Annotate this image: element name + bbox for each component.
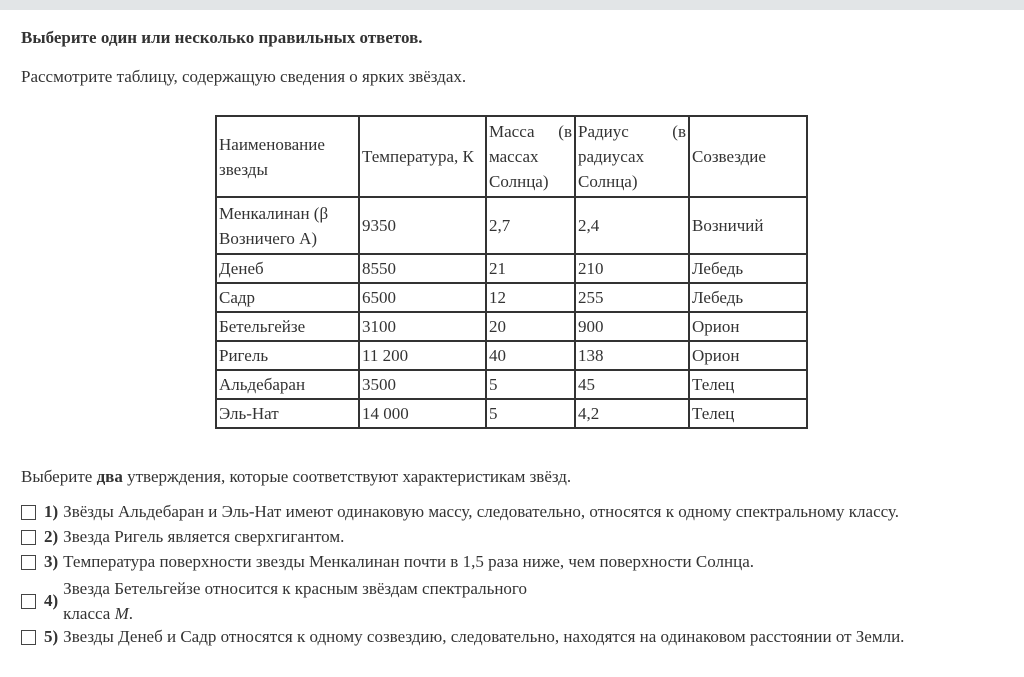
table-row <box>216 254 807 283</box>
option-4-class-letter: M <box>114 604 129 623</box>
answer-option-5[interactable] <box>21 627 904 647</box>
option-3-checkbox[interactable] <box>21 555 36 570</box>
cell-radius: 255 <box>575 283 689 312</box>
cell-mass: 12 <box>486 283 575 312</box>
option-2-text: Звезда Ригель является сверхгигантом. <box>63 527 345 546</box>
cell-constellation: Возничий <box>689 197 807 254</box>
header-temperature: Температура, К <box>359 116 486 197</box>
cell-mass: 5 <box>486 370 575 399</box>
answer-option-4[interactable] <box>21 576 527 626</box>
cell-temperature: 9350 <box>359 197 486 254</box>
cell-temperature: 6500 <box>359 283 486 312</box>
cell-radius: 138 <box>575 341 689 370</box>
option-1-number: 1) <box>44 502 59 521</box>
table-row <box>216 312 807 341</box>
option-4-text-line2: класса <box>63 604 115 623</box>
table-row <box>216 341 807 370</box>
stars-table <box>215 115 808 429</box>
cell-mass: 2,7 <box>486 197 575 254</box>
cell-radius: 2,4 <box>575 197 689 254</box>
cell-constellation: Лебедь <box>689 283 807 312</box>
answer-option-3[interactable] <box>21 552 754 572</box>
cell-constellation: Орион <box>689 312 807 341</box>
table-row <box>216 283 807 312</box>
task-text <box>21 467 571 487</box>
cell-temperature: 14 000 <box>359 399 486 428</box>
cell-radius: 45 <box>575 370 689 399</box>
cell-temperature: 3100 <box>359 312 486 341</box>
option-4-checkbox[interactable] <box>21 594 36 609</box>
option-2-number: 2) <box>44 527 59 546</box>
task-text-before: Выберите <box>21 467 97 486</box>
cell-constellation: Орион <box>689 341 807 370</box>
cell-mass: 21 <box>486 254 575 283</box>
option-5-checkbox[interactable] <box>21 630 36 645</box>
table-row <box>216 197 807 254</box>
cell-radius: 210 <box>575 254 689 283</box>
option-4-number: 4) <box>44 591 59 610</box>
cell-constellation: Телец <box>689 399 807 428</box>
cell-constellation: Телец <box>689 370 807 399</box>
answer-option-1[interactable] <box>21 502 899 522</box>
cell-name: Садр <box>216 283 359 312</box>
option-2-checkbox[interactable] <box>21 530 36 545</box>
cell-name: Менкалинан (β Возничего А) <box>216 197 359 254</box>
cell-name: Эль-Нат <box>216 399 359 428</box>
option-1-checkbox[interactable] <box>21 505 36 520</box>
header-mass: Масса (в массах Солнца) <box>486 116 575 197</box>
cell-name: Бетельгейзе <box>216 312 359 341</box>
cell-temperature: 8550 <box>359 254 486 283</box>
cell-mass: 5 <box>486 399 575 428</box>
header-constellation: Созвездие <box>689 116 807 197</box>
cell-name: Альдебаран <box>216 370 359 399</box>
option-4-text-end: . <box>128 604 133 623</box>
intro-text: Рассмотрите таблицу, содержащую сведения о ярких звёздах. <box>21 67 467 86</box>
cell-radius: 4,2 <box>575 399 689 428</box>
cell-temperature: 11 200 <box>359 341 486 370</box>
cell-mass: 40 <box>486 341 575 370</box>
cell-name: Ригель <box>216 341 359 370</box>
cell-name: Денеб <box>216 254 359 283</box>
cell-mass: 20 <box>486 312 575 341</box>
task-text-bold: два <box>96 467 123 486</box>
option-5-text: Звезды Денеб и Садр относятся к одному созвездию, следовательно, находятся на одинаковом расстоянии от Земли. <box>63 627 905 646</box>
table-header-row <box>216 116 807 197</box>
option-1-text: Звёзды Альдебаран и Эль-Нат имеют одинаковую массу, следовательно, относятся к одному спектральному классу. <box>63 502 899 521</box>
answer-option-2[interactable] <box>21 527 344 547</box>
cell-temperature: 3500 <box>359 370 486 399</box>
header-name: Наименование звезды <box>216 116 359 197</box>
top-bar <box>0 0 1024 10</box>
option-5-number: 5) <box>44 627 59 646</box>
option-4-text-line1: Звезда Бетельгейзе относится к красным звёздам спектрального <box>63 579 527 598</box>
option-3-number: 3) <box>44 552 59 571</box>
table-row <box>216 399 807 428</box>
table-row <box>216 370 807 399</box>
task-text-after: утверждения, которые соответствуют характеристикам звёзд. <box>122 467 572 486</box>
cell-radius: 900 <box>575 312 689 341</box>
instruction-heading: Выберите один или несколько правильных ответов. <box>21 28 423 47</box>
header-radius: Радиус (в радиусах Солнца) <box>575 116 689 197</box>
option-3-text: Температура поверхности звезды Менкалинан почти в 1,5 раза ниже, чем поверхности Солнца. <box>63 552 754 571</box>
cell-constellation: Лебедь <box>689 254 807 283</box>
option-4-text <box>63 576 527 626</box>
